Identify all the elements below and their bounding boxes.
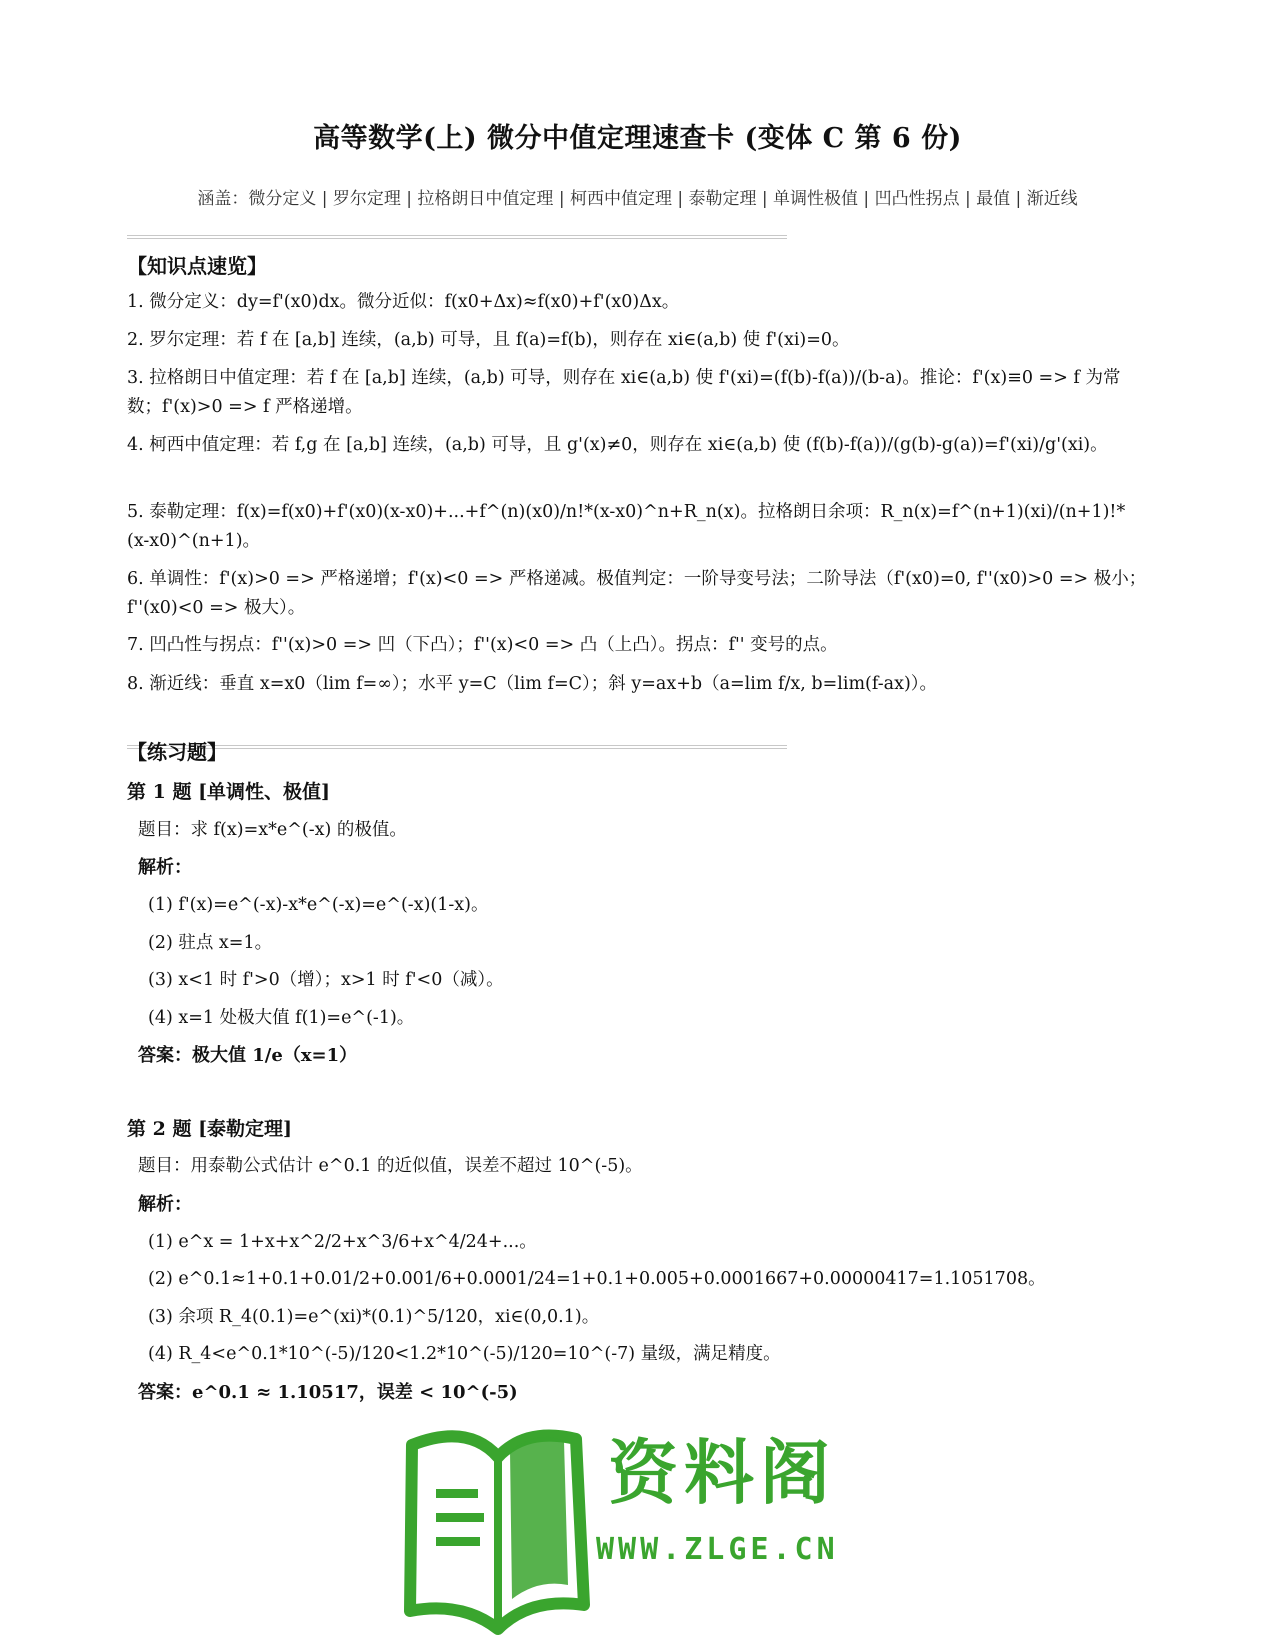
question-title: 第 2 题 [泰勒定理] bbox=[127, 1118, 293, 1140]
page-title: 高等数学(上) 微分中值定理速查卡 (变体 C 第 6 份) bbox=[313, 123, 962, 154]
knowledge-item: 2. 罗尔定理：若 f 在 [a,b] 连续，(a,b) 可导，且 f(a)=f(b)，则存在 xi∈(a,b) 使 f'(xi)=0。 bbox=[127, 330, 850, 350]
watermark-name: 资料阁 bbox=[608, 1432, 836, 1514]
watermark-url: WWW.ZLGE.CN bbox=[596, 1532, 839, 1567]
solution-step: (1) e^x = 1+x+x^2/2+x^3/6+x^4/24+...。 bbox=[148, 1232, 537, 1252]
solution-label: 解析： bbox=[138, 857, 192, 878]
knowledge-item: 3. 拉格朗日中值定理：若 f 在 [a,b] 连续，(a,b) 可导，则存在 xi∈(a,b) 使 f'(xi)=(f(b)-f(a))/(b-a)。推论：f'(x)≡0 => f 为常数；f'(x)>0 => f 严格递增。 bbox=[127, 368, 1121, 417]
knowledge-heading: 【知识点速览】 bbox=[127, 254, 267, 278]
knowledge-item: 5. 泰勒定理：f(x)=f(x0)+f'(x0)(x-x0)+...+f^(n)(x0)/n!*(x-x0)^n+R_n(x)。拉格朗日余项：R_n(x)=f^(n+1)(xi)/(n+1)!*(x-x0)^(n+1)。 bbox=[127, 502, 1126, 551]
solution-step: (4) R_4<e^0.1*10^(-5)/120<1.2*10^(-5)/120=10^(-7) 量级，满足精度。 bbox=[148, 1344, 781, 1364]
page-subtitle: 涵盖：微分定义 | 罗尔定理 | 拉格朗日中值定理 | 柯西中值定理 | 泰勒定理 | 单调性极值 | 凹凸性拐点 | 最值 | 渐近线 bbox=[197, 189, 1078, 209]
knowledge-item: 7. 凹凸性与拐点：f''(x)>0 => 凹（下凸）；f''(x)<0 => 凸（上凸）。拐点：f'' 变号的点。 bbox=[127, 635, 838, 655]
knowledge-item: 1. 微分定义：dy=f'(x0)dx。微分近似：f(x0+Δx)≈f(x0)+f'(x0)Δx。 bbox=[127, 292, 680, 312]
answer: 答案：e^0.1 ≈ 1.10517，误差 < 10^(-5) bbox=[138, 1382, 518, 1403]
answer: 答案：极大值 1/e（x=1） bbox=[138, 1045, 358, 1066]
solution-label: 解析： bbox=[138, 1194, 192, 1215]
knowledge-item: 8. 渐近线：垂直 x=x0（lim f=∞）；水平 y=C（lim f=C）；斜 y=ax+b（a=lim f/x, b=lim(f-ax)）。 bbox=[127, 674, 938, 694]
solution-step: (3) 余项 R_4(0.1)=e^(xi)*(0.1)^5/120，xi∈(0,0.1)。 bbox=[148, 1307, 600, 1327]
solution-step: (2) 驻点 x=1。 bbox=[148, 933, 273, 953]
book-icon bbox=[398, 1415, 598, 1645]
question-text: 题目：用泰勒公式估计 e^0.1 的近似值，误差不超过 10^(-5)。 bbox=[138, 1156, 643, 1176]
watermark-logo bbox=[398, 1415, 868, 1645]
solution-step: (1) f'(x)=e^(-x)-x*e^(-x)=e^(-x)(1-x)。 bbox=[148, 895, 489, 915]
knowledge-item: 6. 单调性：f'(x)>0 => 严格递增；f'(x)<0 => 严格递减。极值判定：一阶导变号法；二阶导法（f'(x0)=0, f''(x0)>0 => 极小；f''(x0)<0 => 极大）。 bbox=[127, 569, 1147, 618]
solution-step: (2) e^0.1≈1+0.1+0.01/2+0.001/6+0.0001/24=1+0.1+0.005+0.0001667+0.00000417=1.1051708。 bbox=[148, 1269, 1046, 1289]
practice-heading: 【练习题】 bbox=[127, 740, 227, 764]
solution-step: (4) x=1 处极大值 f(1)=e^(-1)。 bbox=[148, 1008, 415, 1028]
question-text: 题目：求 f(x)=x*e^(-x) 的极值。 bbox=[138, 820, 407, 840]
divider bbox=[127, 235, 787, 239]
solution-step: (3) x<1 时 f'>0（增）；x>1 时 f'<0（减）。 bbox=[148, 970, 504, 990]
question-title: 第 1 题 [单调性、极值] bbox=[127, 781, 331, 803]
knowledge-item: 4. 柯西中值定理：若 f,g 在 [a,b] 连续，(a,b) 可导，且 g'(x)≠0，则存在 xi∈(a,b) 使 (f(b)-f(a))/(g(b)-g(a))=f'(xi)/g'(xi)。 bbox=[127, 435, 1108, 455]
